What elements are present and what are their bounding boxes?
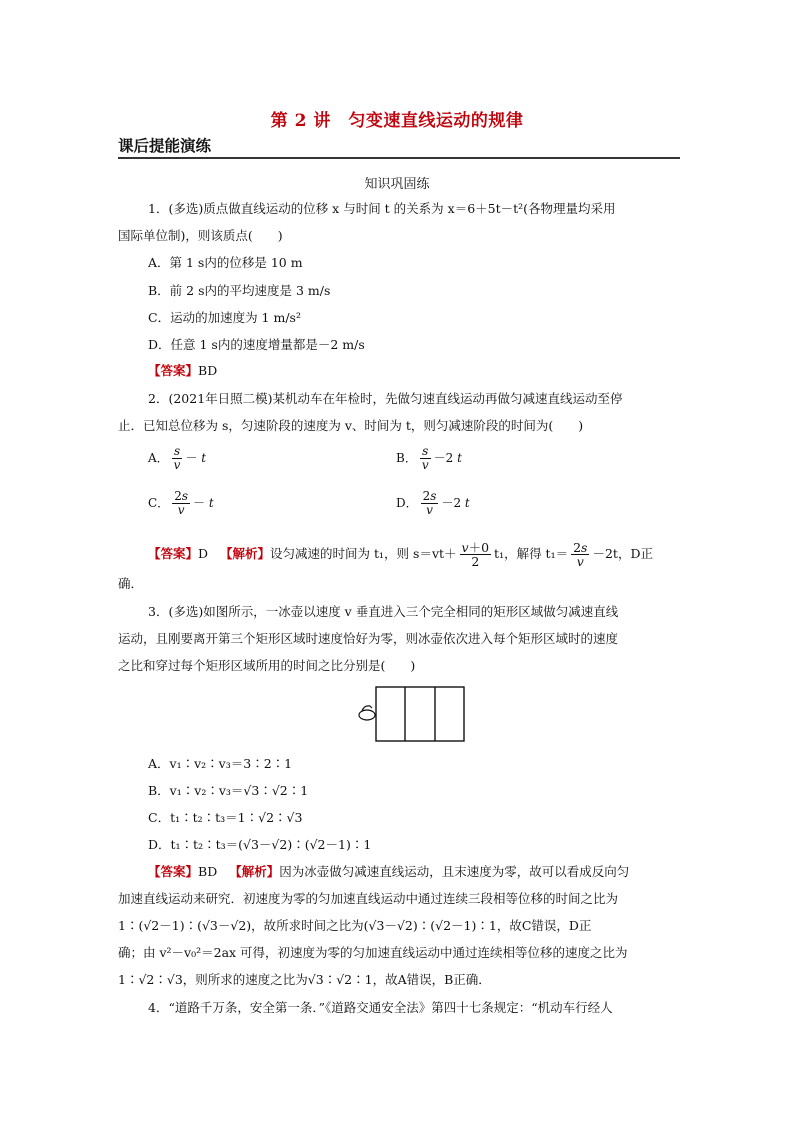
answer-value: BD bbox=[198, 363, 218, 378]
q1-option-a: A．第 1 s内的位移是 10 m bbox=[148, 255, 303, 270]
heading-divider bbox=[118, 157, 680, 159]
q2-stem-line1: 2．(2021年日照二模)某机动车在年检时，先做匀速直线运动再做匀减速直线运动至停 bbox=[148, 391, 623, 406]
section-heading: 课后提能演练 bbox=[118, 136, 212, 155]
option-letter: C． bbox=[148, 496, 170, 510]
answer-label: 【答案】 bbox=[148, 363, 199, 378]
q3-option-a: A．v₁∶v₂∶v₃＝3∶2∶1 bbox=[148, 756, 293, 771]
q4-stem-line1: 4．“道路千万条，安全第一条．”《道路交通安全法》第四十七条规定：“机动车行经人 bbox=[148, 1000, 613, 1015]
q2-option-a: A． $\frac{s}{v}$ － t bbox=[148, 444, 207, 472]
option-letter: D． bbox=[396, 496, 418, 510]
option-letter: A． bbox=[148, 451, 169, 465]
q2-option-b: B． $\frac{s}{v}$ －2 t bbox=[396, 444, 462, 472]
curling-stone-icon bbox=[359, 706, 375, 720]
answer-value: D bbox=[198, 546, 209, 561]
q3-option-b: B．v₁∶v₂∶v₃＝√3∶√2∶1 bbox=[148, 783, 309, 798]
rectangle-regions bbox=[376, 687, 464, 741]
q1-stem-line1: 1．(多选)质点做直线运动的位移 x 与时间 t 的关系为 x＝6＋5t－t²(各物理量均采用 bbox=[148, 201, 616, 216]
q1-option-c: C．运动的加速度为 1 m/s² bbox=[148, 310, 301, 325]
q1-option-d: D．任意 1 s内的速度增量都是－2 m/s bbox=[148, 337, 365, 352]
q3-analysis-line4: 确；由 v²－v₀²＝2ax 可得，初速度为零的匀加速直线运动中通过连续相等位移的速度之比为 bbox=[118, 945, 628, 960]
q2-analysis-line2: 确． bbox=[118, 576, 144, 591]
q3-analysis-line3: 1∶(√2－1)∶(√3－√2)，故所求时间之比为(√3－√2)∶(√2－1)∶1，故C错误，D正 bbox=[118, 918, 592, 933]
q2-stem-line2: 止．已知总位移为 s，匀速阶段的速度为 v、时间为 t，则匀减速阶段的时间为( ) bbox=[118, 418, 584, 433]
answer-value: BD bbox=[198, 864, 218, 879]
subheading: 知识巩固练 bbox=[364, 177, 430, 192]
answer-label: 【答案】 bbox=[148, 864, 199, 879]
analysis-label: 【解析】 bbox=[229, 864, 280, 879]
q2-option-c: C． $\frac{2s}{v}$ － t bbox=[148, 489, 214, 517]
page-title: 第 2 讲 匀变速直线运动的规律 bbox=[270, 111, 524, 131]
q2-option-d: D． $\frac{2s}{v}$ －2 t bbox=[396, 489, 470, 517]
option-letter: B． bbox=[396, 451, 417, 465]
curling-rectangles-figure bbox=[354, 686, 466, 742]
q3-stem-line2: 运动，且刚要离开第三个矩形区域时速度恰好为零，则冰壶依次进入每个矩形区域时的速度 bbox=[118, 631, 619, 646]
q3-option-d: D．t₁∶t₂∶t₃＝(√3－√2)∶(√2－1)∶1 bbox=[148, 837, 372, 852]
q3-analysis-line5: 1∶√2∶√3，则所求的速度之比为√3∶√2∶1，故A错误，B正确． bbox=[118, 972, 491, 987]
q1-answer bbox=[148, 363, 217, 379]
q1-option-b: B．前 2 s内的平均速度是 3 m/s bbox=[148, 283, 331, 298]
analysis-text: t₁，解得 t₁＝ bbox=[494, 546, 569, 561]
q3-stem-line3: 之比和穿过每个矩形区域所用的时间之比分别是( ) bbox=[118, 658, 416, 673]
analysis-text: 设匀减速的时间为 t₁，则 s＝vt＋ bbox=[270, 546, 457, 561]
q3-answer bbox=[148, 864, 629, 880]
q2-answer: 【答案】D 【解析】设匀减速的时间为 t₁，则 s＝vt＋ $\frac{v+0}{2}$ t₁，解得 t₁＝ $\frac{2s}{v}$ －2t，D正 bbox=[148, 540, 653, 569]
q3-stem-line1: 3．(多选)如图所示，一冰壶以速度 v 垂直进入三个完全相同的矩形区域做匀减速直线 bbox=[148, 604, 619, 619]
q3-option-c: C．t₁∶t₂∶t₃＝1∶√2∶√3 bbox=[148, 810, 303, 825]
analysis-text: 因为冰壶做匀减速直线运动，且末速度为零，故可以看成反向匀 bbox=[279, 864, 630, 879]
q1-stem-line2: 国际单位制)，则该质点( ) bbox=[118, 228, 283, 243]
analysis-label: 【解析】 bbox=[220, 546, 271, 561]
analysis-text: －2t，D正 bbox=[592, 546, 653, 561]
q3-analysis-line2: 加速直线运动来研究．初速度为零的匀加速直线运动中通过连续三段相等位移的时间之比为 bbox=[118, 891, 619, 906]
answer-label: 【答案】 bbox=[148, 546, 199, 561]
